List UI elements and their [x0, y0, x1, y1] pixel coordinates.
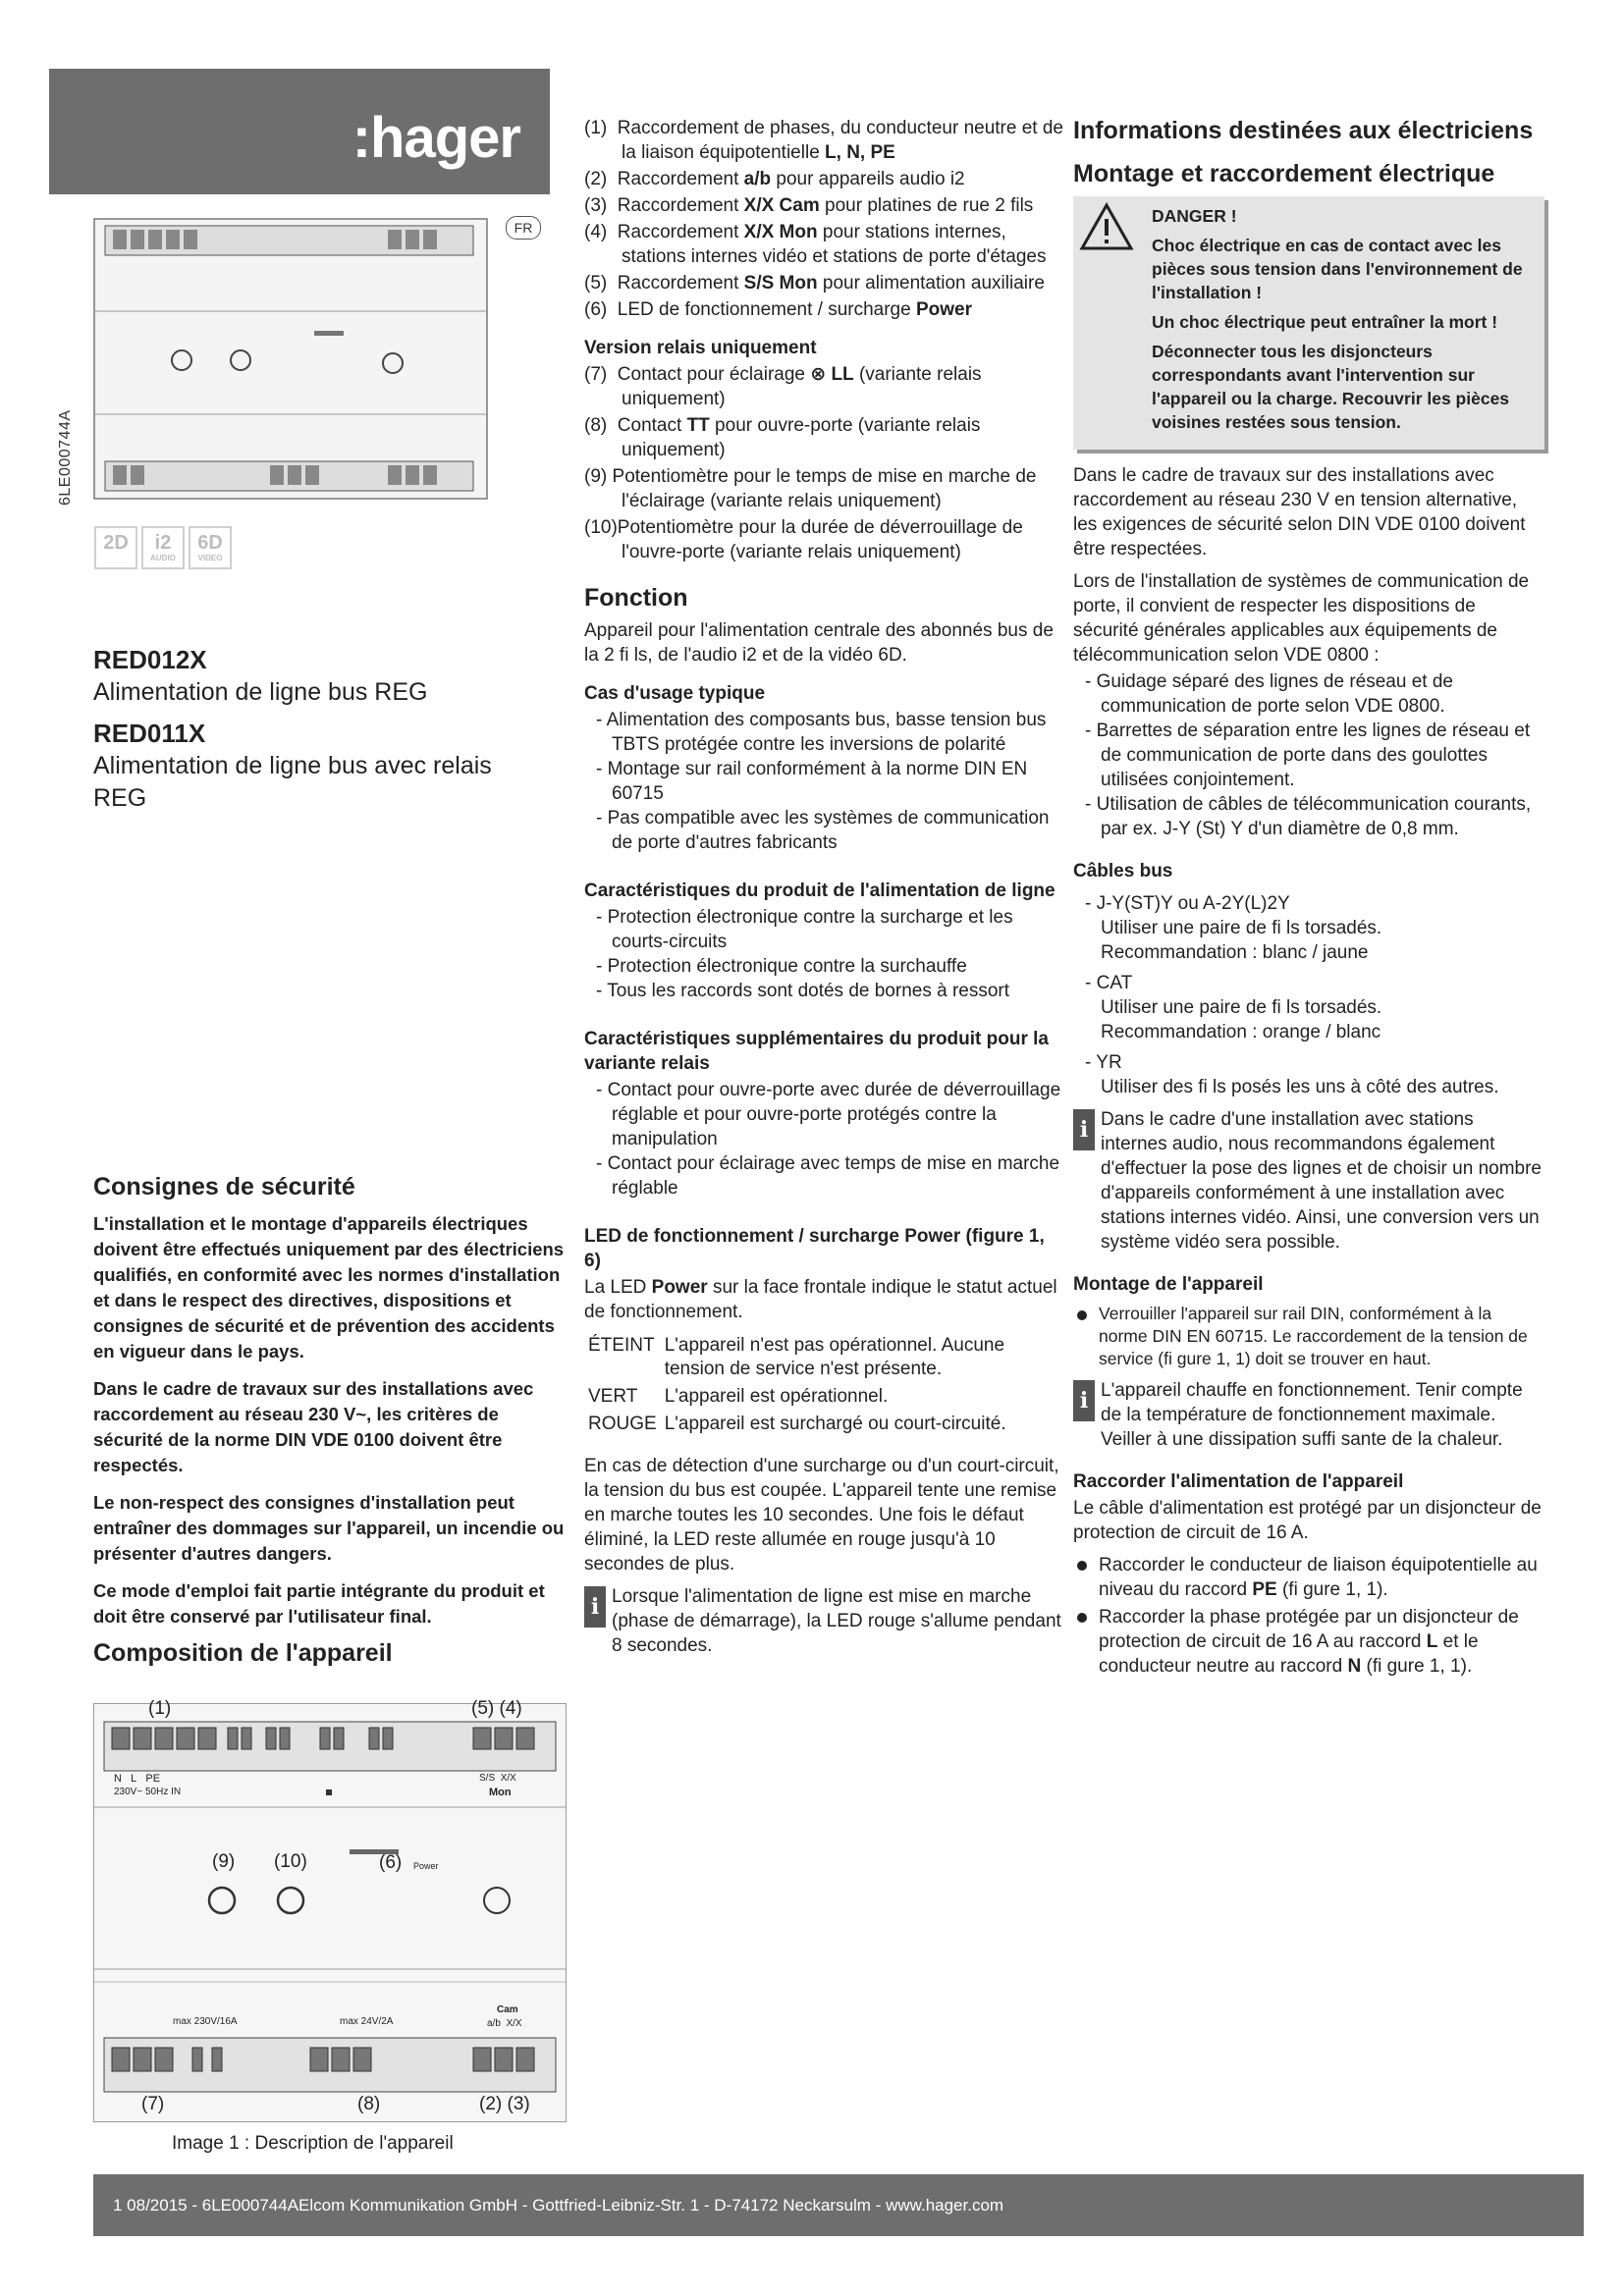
safety-section — [93, 1173, 567, 1641]
list-item: (4) Raccordement X/X Mon pour stations internes, stations internes vidéo et stations de porte d'étages — [584, 222, 1047, 267]
state-desc: L'appareil n'est pas opérationnel. Aucune tension de service n'est présente. — [664, 1335, 1005, 1379]
composition-section — [93, 1639, 393, 1678]
vde-list — [1073, 669, 1544, 841]
callout-8: (8) — [357, 2094, 381, 2114]
label-cam: Cam — [497, 2004, 518, 2015]
state-name: ROUGE — [588, 1414, 657, 1434]
label-relay2: max 24V/2A — [340, 2016, 394, 2027]
table-row — [588, 1383, 1065, 1411]
callout-7: (7) — [141, 2094, 165, 2114]
fonction-text: Appareil pour l'alimentation centrale des abonnés bus de la 2 fi ls, de l'audio i2 et de la vidéo 6D. — [584, 620, 1054, 666]
info-icon: i — [1073, 1109, 1095, 1150]
table-row — [588, 1411, 1065, 1438]
list-item: (6) LED de fonctionnement / surcharge Power — [584, 299, 973, 320]
list-item: (8) Contact TT pour ouvre-porte (variante relais uniquement) — [584, 415, 981, 460]
callout-1: (1) — [148, 1698, 172, 1719]
language-badge: FR — [506, 216, 541, 240]
carac-list — [584, 905, 1065, 1003]
state-desc: L'appareil est surchargé ou court-circuité. — [664, 1414, 1006, 1434]
cable-item: - YR — [1085, 1052, 1122, 1073]
footer-bar: 1 08/2015 - 6LE000744AElcom Kommunikation GmbH - Gottfried-Leibniz-Str. 1 - D-74172 Neckarsulm - www.hager.com — [93, 2174, 1584, 2236]
device-diagram — [94, 1704, 566, 2121]
label-mon: Mon — [489, 1787, 512, 1798]
led-text: La LED Power sur la face frontale indique le statut actuel de fonctionnement. — [584, 1277, 1057, 1322]
document-code: 6LE000744A — [57, 409, 74, 506]
list-item: - Montage sur rail conformément à la norme DIN EN 60715 — [584, 757, 1065, 806]
cable-item: - J-Y(ST)Y ou A-2Y(L)2Y — [1085, 893, 1290, 914]
badge-2d: 2D — [94, 526, 137, 569]
figure-caption: Image 1 : Description de l'appareil — [172, 2133, 454, 2154]
montage-heading: Montage et raccordement électrique — [1073, 160, 1495, 187]
list-item: (9) Potentiomètre pour le temps de mise en marche de l'éclairage (variante relais uniquement) — [584, 466, 1037, 511]
usage-list — [584, 708, 1065, 855]
danger-text: Un choc électrique peut entraîner la mort ! — [1152, 312, 1498, 332]
section-title: Consignes de sécurité — [93, 1173, 355, 1201]
state-name: ÉTEINT — [588, 1335, 655, 1356]
logo-banner — [49, 69, 550, 194]
component-list — [584, 116, 1065, 322]
list-item: (7) Contact pour éclairage ⊗ LL (variante relais uniquement) — [584, 364, 982, 409]
danger-box — [1073, 196, 1544, 450]
cable-line: Utiliser des fi ls posés les uns à côté des autres. — [1101, 1077, 1499, 1097]
raccord-heading: Raccorder l'alimentation de l'appareil — [1073, 1471, 1404, 1492]
warning-icon — [1079, 202, 1134, 251]
label-ab-xx: a/b X/X — [487, 2018, 522, 2029]
cable-line: Utiliser une paire de fi ls torsadés. — [1101, 997, 1382, 1018]
device-thumbnail — [93, 218, 506, 503]
compatibility-badges — [94, 526, 236, 569]
badge-6d-video: 6D VIDEO — [189, 526, 232, 569]
list-item: (5) Raccordement S/S Mon pour alimentation auxiliaire — [584, 273, 1045, 294]
cable-item: - CAT — [1085, 973, 1133, 993]
label-mains: 230V~ 50Hz IN — [114, 1787, 182, 1797]
info-note: i L'appareil chauffe en fonctionnement. Tenir compte de la température de fonctionnement maximale. Veiller à une dissipation suffi sante de la chaleur. — [1073, 1378, 1544, 1452]
callout-5-4: (5) (4) — [471, 1698, 522, 1719]
led-state-table — [588, 1332, 1065, 1438]
info-icon: i — [584, 1586, 606, 1628]
safety-paragraph: Le non-respect des consignes d'installation peut entraîner des dommages sur l'appareil, un incendie ou présenter d'autres dangers. — [93, 1492, 565, 1564]
safety-paragraph: Ce mode d'emploi fait partie intégrante du produit et doit être conservé par l'utilisateur final. — [93, 1580, 545, 1627]
paragraph: Dans le cadre de travaux sur des installations avec raccordement au réseau 230 V en tension alternative, les exigences de sécurité selon DIN VDE 0100 doivent être respectées. — [1073, 465, 1526, 560]
list-item: - Pas compatible avec les systèmes de communication de porte d'autres fabricants — [584, 806, 1065, 855]
list-item: - Contact pour ouvre-porte avec durée de déverrouillage réglable et pour ouvre-porte protégés contre la manipulation — [584, 1078, 1065, 1151]
state-desc: L'appareil est opérationnel. — [664, 1386, 889, 1407]
cable-line: Recommandation : orange / blanc — [1101, 1022, 1381, 1042]
danger-text: Déconnecter tous les disjoncteurs correspondants avant l'intervention sur l'appareil ou la charge. Recouvrir les pièces voisines restées sous tension. — [1152, 342, 1510, 432]
cable-line: Recommandation : blanc / jaune — [1101, 942, 1369, 963]
info-note: i Lorsque l'alimentation de ligne est mise en marche (phase de démarrage), la LED rouge s'allume pendant 8 secondes. — [584, 1584, 1065, 1658]
cable-line: Utiliser une paire de fi ls torsadés. — [1101, 918, 1382, 938]
montage-list — [1073, 1303, 1544, 1370]
supp-list — [584, 1078, 1065, 1201]
list-item: Raccorder le conducteur de liaison équipotentielle au niveau du raccord PE (fi gure 1, 1). — [1073, 1553, 1544, 1602]
label-ss-xx: S/S X/X — [479, 1773, 516, 1784]
state-name: VERT — [588, 1386, 638, 1407]
list-item: - Tous les raccords sont dotés de bornes à ressort — [584, 979, 1065, 1003]
table-row — [588, 1332, 1065, 1383]
cables-heading: Câbles bus — [1073, 861, 1173, 881]
product-desc: Alimentation de ligne bus avec relais REG — [93, 752, 492, 812]
montage-appareil-heading: Montage de l'appareil — [1073, 1274, 1264, 1295]
product-titles — [93, 643, 525, 823]
info-icon: i — [1073, 1380, 1095, 1421]
carac-heading: Caractéristiques du produit de l'alimentation de ligne — [584, 881, 1056, 901]
usage-heading: Cas d'usage typique — [584, 683, 766, 704]
list-item: - Protection électronique contre la surcharge et les courts-circuits — [584, 905, 1065, 954]
product-code: RED012X — [93, 645, 207, 674]
led-heading: LED de fonctionnement / surcharge Power (figure 1, 6) — [584, 1226, 1045, 1271]
list-item: (2) Raccordement a/b pour appareils audio i2 — [584, 169, 965, 189]
callout-6: (6) — [379, 1852, 403, 1873]
list-item: Raccorder la phase protégée par un disjoncteur de protection de circuit de 16 A au raccord L et le conducteur neutre au raccord N (fi gure 1, 1). — [1073, 1605, 1544, 1679]
device-figure — [93, 1698, 567, 2122]
callout-10: (10) — [274, 1851, 307, 1872]
list-item: Verrouiller l'appareil sur rail DIN, conformément à la norme DIN EN 60715. Le raccordement de la tension de service (fi gure 1, 1) doit se trouver en haut. — [1073, 1303, 1544, 1370]
danger-title: DANGER ! — [1152, 206, 1237, 226]
hager-logo: :hager — [352, 106, 520, 170]
middle-column — [584, 116, 1065, 1668]
list-item: - Barrettes de séparation entre les lignes de réseau et de communication de porte dans des goulottes utilisées conjointement. — [1073, 719, 1544, 792]
product-code: RED011X — [93, 719, 206, 748]
list-item: (1) Raccordement de phases, du conducteur neutre et de la liaison équipotentielle L, N, PE — [584, 118, 1063, 163]
list-item: (10)Potentiomètre pour la durée de déverrouillage de l'ouvre-porte (variante relais uniquement) — [584, 517, 1023, 562]
badge-i2-audio: i2 AUDIO — [141, 526, 185, 569]
paragraph: Lors de l'installation de systèmes de communication de porte, il convient de respecter les dispositions de sécurité générales applicables aux équipements de télécommunication selon VDE 0800 : — [1073, 571, 1530, 666]
safety-paragraph: Dans le cadre de travaux sur des installations avec raccordement au réseau 230 V~, les critères de sécurité de la norme DIN VDE 0100 doivent être respectés. — [93, 1378, 534, 1475]
danger-text: Choc électrique en cas de contact avec les pièces sous tension dans l'environnement de l'installation ! — [1152, 236, 1523, 302]
cables-list — [1073, 891, 1544, 1099]
label-power: Power — [413, 1861, 439, 1871]
fonction-heading: Fonction — [584, 584, 688, 612]
section-title: Composition de l'appareil — [93, 1639, 393, 1667]
list-item: - Alimentation des composants bus, basse tension bus TBTS protégée contre les inversions de polarité — [584, 708, 1065, 757]
label-relay1: max 230V/16A — [173, 2016, 238, 2027]
relay-list — [584, 362, 1065, 564]
list-item: - Protection électronique contre la surchauffe — [584, 954, 1065, 979]
raccord-list — [1073, 1553, 1544, 1679]
callout-9: (9) — [212, 1851, 236, 1872]
right-column — [1073, 116, 1544, 1682]
list-item: - Guidage séparé des lignes de réseau et de communication de porte selon VDE 0800. — [1073, 669, 1544, 719]
electrician-heading: Informations destinées aux électriciens — [1073, 117, 1534, 144]
raccord-text: Le câble d'alimentation est protégé par un disjoncteur de protection de circuit de 16 A. — [1073, 1498, 1542, 1543]
safety-paragraph: L'installation et le montage d'appareils électriques doivent être effectués uniquement par des électriciens qualifiés, en conformité avec les normes d'installation et dans le respect des directives, dispositions et consignes de sécurité et de prévention des accidents en vigueur dans le pays. — [93, 1213, 565, 1362]
relay-heading: Version relais uniquement — [584, 338, 817, 358]
list-item: - Contact pour éclairage avec temps de mise en marche réglable — [584, 1151, 1065, 1201]
label-n-l-pe: N L PE — [114, 1773, 161, 1785]
product-desc: Alimentation de ligne bus REG — [93, 678, 428, 706]
callout-2-3: (2) (3) — [479, 2094, 530, 2114]
supp-heading: Caractéristiques supplémentaires du produit pour la variante relais — [584, 1029, 1049, 1074]
info-note: i Dans le cadre d'une installation avec stations internes audio, nous recommandons également d'effectuer la pose des lignes et de choisir un nombre d'appareils conformément à une installation avec stations internes vidéo. Ainsi, une conversion vers un système vidéo sera possible. — [1073, 1107, 1544, 1255]
list-item: - Utilisation de câbles de télécommunication courants, par ex. J-Y (St) Y d'un diamètre de 0,8 mm. — [1073, 792, 1544, 841]
fault-text: En cas de détection d'une surcharge ou d'un court-circuit, la tension du bus est coupée. L'appareil tente une remise en marche toutes les 10 secondes. Une fois le défaut éliminé, la LED reste allumée en rouge jusqu'à 10 secondes de plus. — [584, 1456, 1059, 1575]
list-item: (3) Raccordement X/X Cam pour platines de rue 2 fils — [584, 195, 1034, 216]
